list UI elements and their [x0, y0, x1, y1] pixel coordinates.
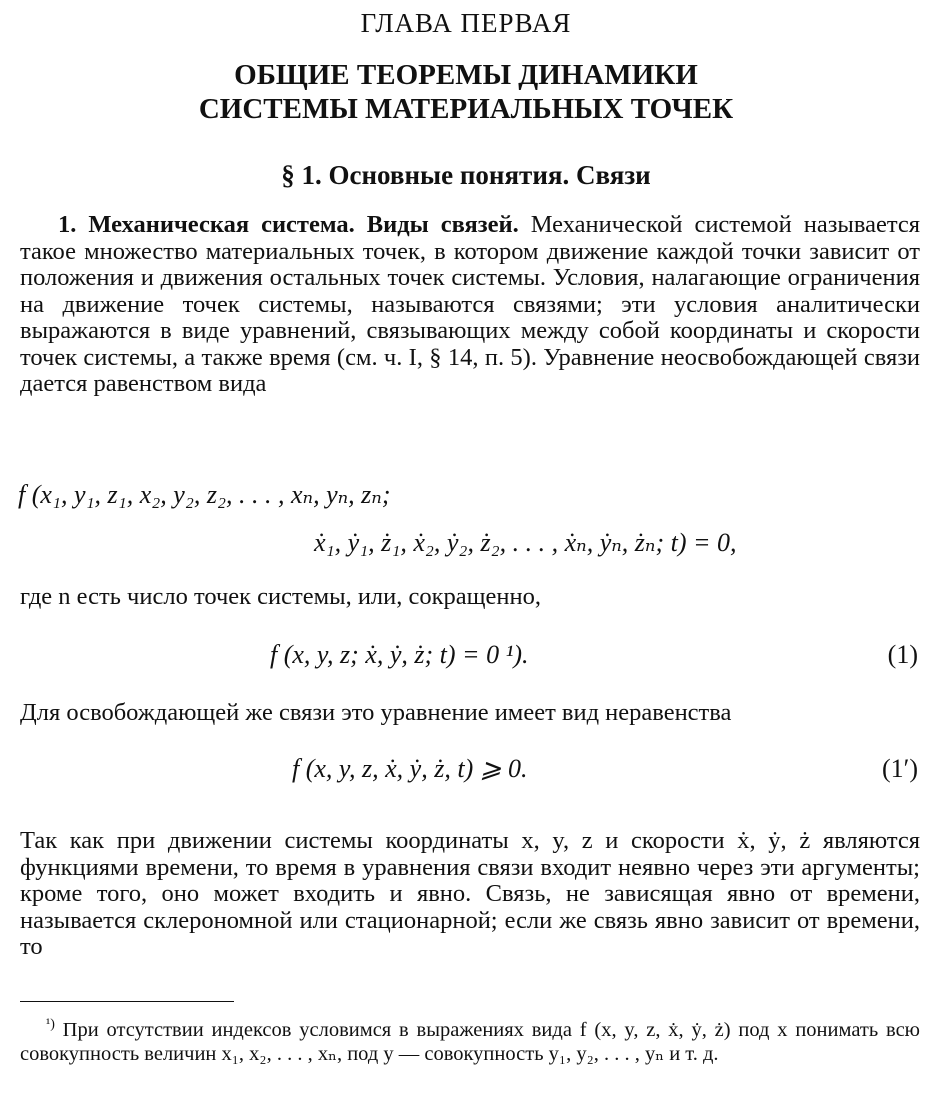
- chapter-title: [0, 58, 932, 126]
- chapter-title-line-2: СИСТЕМЫ МАТЕРИАЛЬНЫХ ТОЧЕК: [198, 93, 734, 125]
- equation-short: f (x, y, z; ẋ, ẏ, ż; t) = 0 ¹).: [270, 640, 529, 669]
- footnote-divider: [20, 1001, 234, 1002]
- paragraph-lead: 1. Механическая система. Виды связей.: [58, 211, 519, 238]
- paragraph-releasing: Для освобождающей же связи это уравнение имеет вид неравенства: [20, 699, 732, 726]
- inequality-equation: f (x, y, z, ẋ, ẏ, ż, t) ⩾ 0.: [292, 754, 528, 783]
- paragraph-intro-text: Механической системой называется такое множество материальных точек, в котором движение каждой точки зависит от положения и движения остальных точек системы. Условия, налагающие ограничения на движение точек системы, называются связями; эти условия аналитически выражаются в виде уравнений, связывающих между собой координаты и скорости точек системы, а также время (см. ч. I, § 14, п. 5). Уравнение неосвобождающей связи дается равенством вида: [20, 211, 921, 397]
- paragraph-intro: [20, 212, 920, 398]
- paragraph-time-dependence: Так как при движении системы координаты x, y, z и скорости ẋ, ẏ, ż являются функциями времени, то время в уравнения связи входит неявно через эти аргументы; кроме того, оно может входить и явно. Связь, не зависящая явно от времени, называется склерономной или стационарной; если же связь явно зависит от времени, то: [20, 827, 920, 960]
- chapter-title-line-1: ОБЩИЕ ТЕОРЕМЫ ДИНАМИКИ: [234, 59, 698, 91]
- footnote: [20, 1013, 920, 1066]
- footnote-text: При отсутствии индексов условимся в выражениях вида f (x, y, z, ẋ, ẏ, ż) под x понимать всю совокупность величин x₁, x₂, . . . , xₙ, под y — совокупность y₁, y₂, . . . , yₙ и т. д.: [20, 1018, 920, 1065]
- constraint-equation-line-1: f (x₁, y₁, z₁, x₂, y₂, z₂, . . . , xₙ, yₙ, zₙ;: [18, 480, 391, 509]
- chapter-label: ГЛАВА ПЕРВАЯ: [360, 8, 572, 38]
- equation-number-1-prime: (1′): [881, 754, 918, 783]
- section-heading: § 1. Основные понятия. Связи: [281, 160, 651, 190]
- footnote-mark: ¹): [46, 1017, 55, 1032]
- equation-number-1: (1): [887, 640, 918, 669]
- constraint-equation-line-2: ẋ₁, ẏ₁, ż₁, ẋ₂, ẏ₂, ż₂, . . . , ẋₙ, ẏₙ, żₙ; t) = 0,: [314, 528, 737, 557]
- paragraph-abbrev: где n есть число точек системы, или, сокращенно,: [20, 583, 542, 610]
